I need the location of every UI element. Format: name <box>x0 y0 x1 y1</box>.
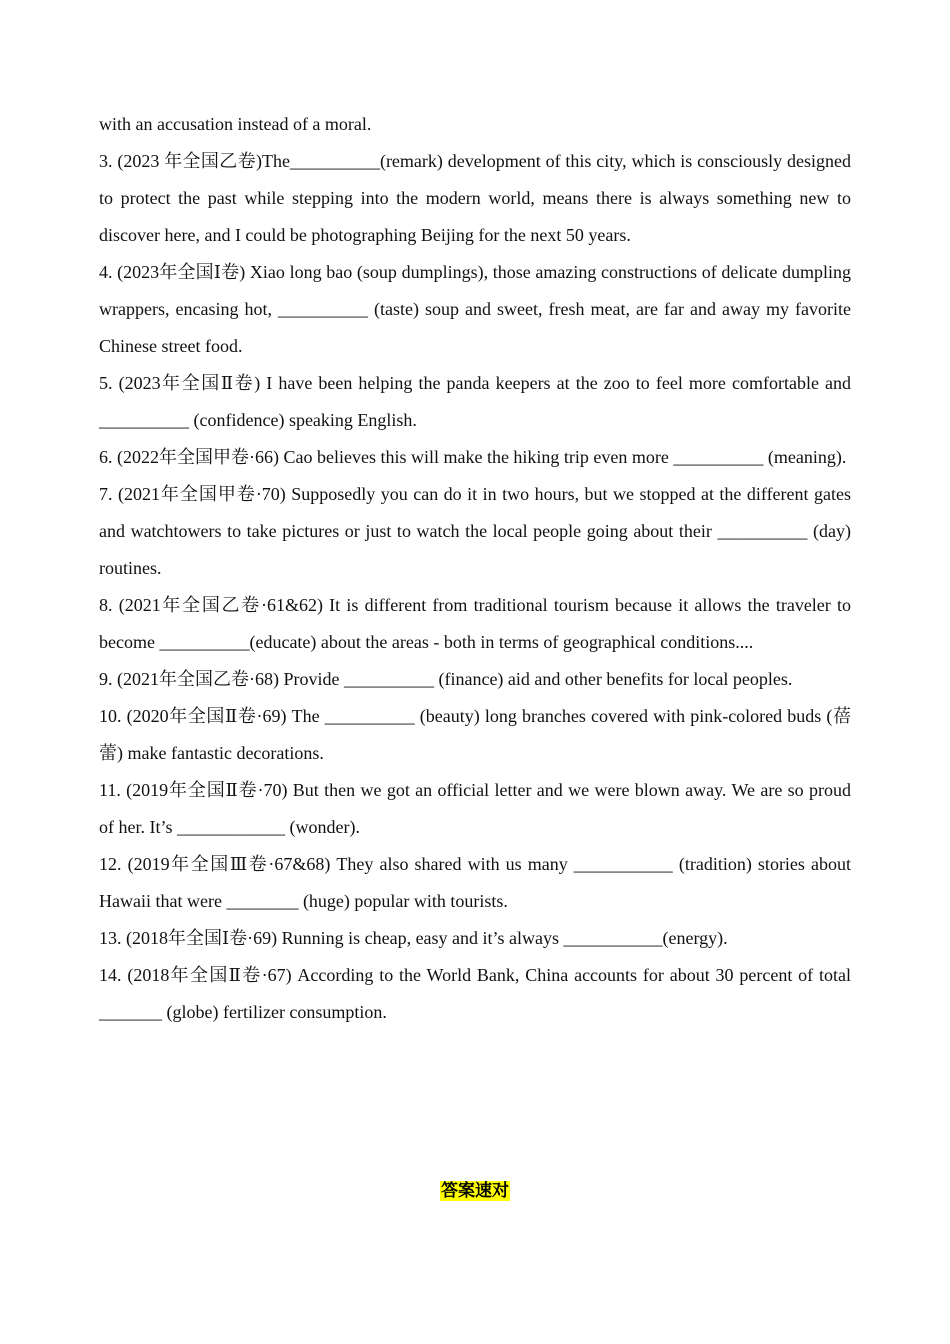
question-3: 3. (2023 年全国乙卷)The__________(remark) development of this city, which is consciously designed to protect the past while stepping into the modern world, means there is always something new to discover here, and I could be photographing Beijing for the next 50 years. <box>99 151 851 245</box>
question-5: 5. (2023年全国Ⅱ卷) I have been helping the panda keepers at the zoo to feel more comfortable and __________ (confidence) speaking English. <box>99 373 851 430</box>
question-7: 7. (2021年全国甲卷·70) Supposedly you can do it in two hours, but we stopped at the different gates and watchtowers to take pictures or just to watch the local people going about their __________ (day) routines. <box>99 484 851 578</box>
question-continuation: with an accusation instead of a moral. <box>99 114 372 134</box>
question-9: 9. (2021年全国乙卷·68) Provide __________ (finance) aid and other benefits for local peoples. <box>99 669 793 689</box>
question-11: 11. (2019年全国Ⅱ卷·70) But then we got an official letter and we were blown away. We are so proud of her. It’s ____________ (wonder). <box>99 780 851 837</box>
question-10: 10. (2020年全国Ⅱ卷·69) The __________ (beauty) long branches covered with pink-colored buds (蓓蕾) make fantastic decorations. <box>99 706 851 763</box>
question-4: 4. (2023年全国Ⅰ卷) Xiao long bao (soup dumplings), those amazing constructions of delicate dumpling wrappers, encasing hot, __________ (taste) soup and sweet, fresh meat, are far and away my favorite Chinese street food. <box>99 262 851 356</box>
answer-heading-label: 答案速对 <box>441 1181 509 1201</box>
question-13: 13. (2018年全国Ⅰ卷·69) Running is cheap, easy and it’s always ___________(energy). <box>99 928 728 948</box>
question-14: 14. (2018年全国Ⅱ卷·67) According to the World Bank, China accounts for about 30 percent of total _______ (globe) fertilizer consumption. <box>99 965 851 1022</box>
answer-heading <box>0 1174 950 1208</box>
exercise-list <box>99 106 851 1031</box>
question-6: 6. (2022年全国甲卷·66) Cao believes this will make the hiking trip even more __________ (meaning). <box>99 447 847 467</box>
question-12: 12. (2019年全国Ⅲ卷·67&68) They also shared with us many ___________ (tradition) stories about Hawaii that were ________ (huge) popular with tourists. <box>99 854 851 911</box>
question-8: 8. (2021年全国乙卷·61&62) It is different from traditional tourism because it allows the traveler to become __________(educate) about the areas - both in terms of geographical conditions.... <box>99 595 851 652</box>
